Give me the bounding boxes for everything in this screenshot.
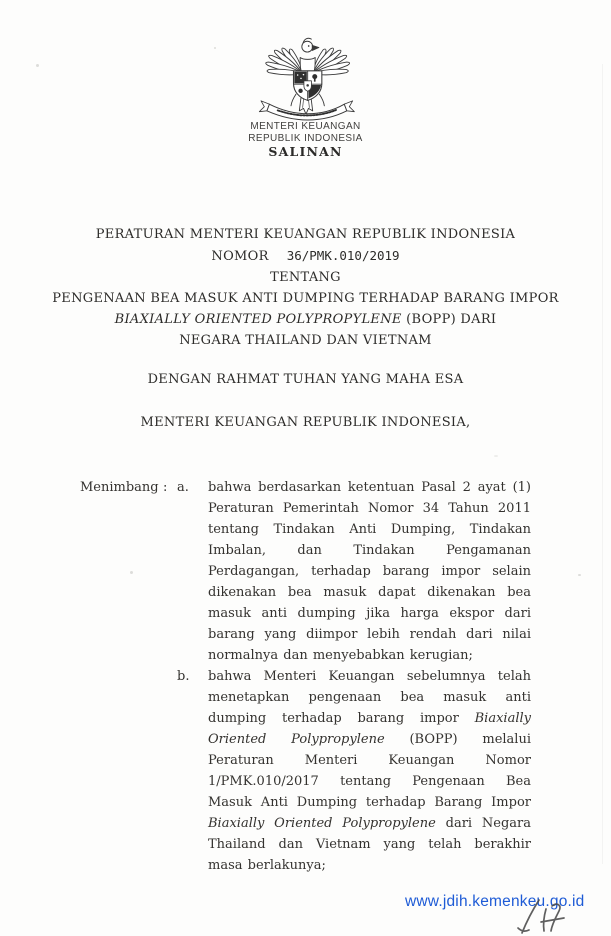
masthead bbox=[0, 34, 611, 159]
regulation-title: PERATURAN MENTERI KEUANGAN REPUBLIK INDONESIA bbox=[95, 227, 516, 242]
item-letter-a: a. bbox=[177, 480, 189, 495]
considerations-section bbox=[80, 477, 531, 876]
nomor-label: NOMOR bbox=[211, 249, 269, 264]
ministry-name-line1: MENTERI KEUANGAN bbox=[250, 121, 361, 132]
menimbang-label: Menimbang bbox=[80, 480, 159, 495]
salinan-label: SALINAN bbox=[268, 144, 343, 159]
jdih-watermark: www.jdih.kemenkeu.go.id bbox=[405, 893, 585, 910]
subject-line-2: BIAXIALLY ORIENTED POLYPROPYLENE (BOPP) DARI bbox=[114, 312, 497, 327]
subject-line-3: NEGARA THAILAND DAN VIETNAM bbox=[179, 333, 432, 348]
scan-speck bbox=[36, 64, 39, 67]
scan-speck bbox=[494, 455, 498, 457]
subject-italic: BIAXIALLY ORIENTED POLYPROPYLENE bbox=[114, 312, 402, 327]
item-letter-b: b. bbox=[177, 669, 190, 684]
menimbang-colon: : bbox=[163, 480, 168, 495]
scan-edge-artifact bbox=[602, 64, 603, 864]
garuda-pancasila-emblem bbox=[256, 34, 356, 121]
scan-speck bbox=[578, 574, 581, 576]
authority-line: MENTERI KEUANGAN REPUBLIK INDONESIA, bbox=[140, 415, 471, 430]
nomor-value: 36/PMK.010/2019 bbox=[286, 248, 400, 263]
grace-formula: DENGAN RAHMAT TUHAN YANG MAHA ESA bbox=[147, 372, 464, 387]
paraf-initials-mark bbox=[508, 897, 574, 936]
scan-speck bbox=[214, 47, 216, 49]
consideration-item-b: bahwa Menteri Keuangan sebelumnya telah menetapkan pengenaan bea masuk anti dumping terhadap barang impor Biaxially Oriented Polypropylene (BOPP) melalui Peraturan Menteri Keuangan Nomor 1/PMK.010/2017 tentang Pengenaan Bea Masuk Anti Dumping terhadap Barang Impor Biaxially Oriented Polypropylene dari Negara Thailand dan Vietnam yang telah berakhir masa berlakunya; bbox=[208, 669, 531, 873]
consideration-item-a: bahwa berdasarkan ketentuan Pasal 2 ayat (1) Peraturan Pemerintah Nomor 34 Tahun 2011 tentang Tindakan Anti Dumping, Tindakan Imbalan, dan Tindakan Pengamanan Perdagangan, terhadap barang impor selain dikenakan bea masuk dapat dikenakan bea masuk anti dumping jika harga ekspor dari barang yang diimpor lebih rendah dari nilai normalnya dan menyebabkan kerugian; bbox=[208, 480, 531, 663]
tentang-label: TENTANG bbox=[270, 270, 341, 285]
regulation-title-block bbox=[0, 224, 611, 351]
subject-line-1: PENGENAAN BEA MASUK ANTI DUMPING TERHADAP BARANG IMPOR bbox=[52, 291, 559, 306]
ministry-name-line2: REPUBLIK INDONESIA bbox=[248, 133, 363, 144]
regulation-number-line bbox=[0, 245, 611, 267]
scan-speck bbox=[130, 571, 133, 574]
